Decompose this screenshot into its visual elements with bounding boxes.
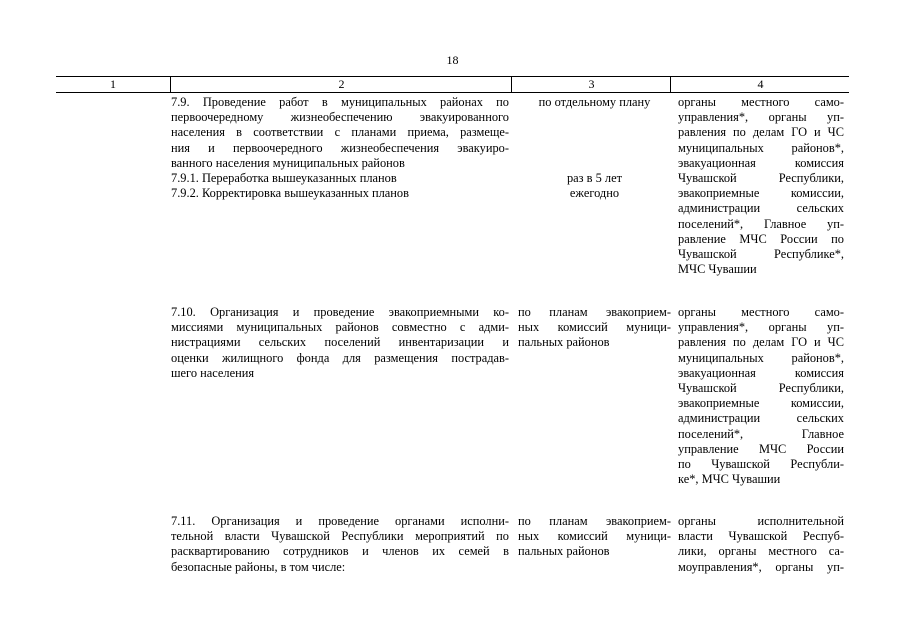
schedule-line: ных комиссий муници- bbox=[518, 529, 671, 544]
task-line: миссиями муниципальных районов совместно с адми- bbox=[171, 320, 509, 335]
task-line: 7.9.2. Корректировка вышеуказанных планов bbox=[171, 186, 409, 201]
task-line: расквартированию сотрудников и членов их семей в bbox=[171, 544, 509, 559]
schedule-line: пальных районов bbox=[518, 335, 610, 350]
schedule-line bbox=[518, 110, 671, 125]
responsible-line: эвакуационная комиссия bbox=[678, 155, 844, 170]
schedule-line: по планам эвакоприем- bbox=[518, 514, 671, 528]
task-description bbox=[171, 95, 509, 201]
task-line: населения в соответствии с планами приема, размеще- bbox=[171, 125, 509, 140]
task-line: 7.9. Проведение работ в муниципальных районах по bbox=[171, 95, 509, 109]
responsible-line: Чувашской Республики, bbox=[678, 380, 844, 395]
task-line: шего населения bbox=[171, 365, 255, 380]
task-line: нистрациями сельских поселений инвентаризации и bbox=[171, 335, 509, 350]
responsible-line: моуправления*, органы уп- bbox=[678, 559, 844, 574]
responsible-line: поселений*, Главное уп- bbox=[678, 216, 844, 231]
responsible-line: муниципальных районов*, bbox=[678, 140, 844, 155]
responsible-line: управления*, органы уп- bbox=[678, 320, 844, 335]
header-col-2: 2 bbox=[170, 77, 512, 92]
responsible-line: управления*, органы уп- bbox=[678, 110, 844, 125]
responsible-line: органы исполнительной bbox=[678, 514, 844, 528]
task-line: оценки жилищного фонда для размещения пострадав- bbox=[171, 350, 509, 365]
responsible-line: Чувашской Республике*, bbox=[678, 246, 844, 261]
responsible-line: управление МЧС России bbox=[678, 441, 844, 456]
schedule-line: по отдельному плану bbox=[538, 95, 651, 109]
responsible-line: лики, органы местного са- bbox=[678, 544, 844, 559]
task-description bbox=[171, 305, 509, 381]
header-col-4: 4 bbox=[670, 77, 850, 92]
responsible-line: власти Чувашской Респуб- bbox=[678, 529, 844, 544]
schedule-line: раз в 5 лет bbox=[566, 171, 623, 186]
task-line: первоочередному жизнеобеспечению эвакуированного bbox=[171, 110, 509, 125]
schedule-line: ных комиссий муници- bbox=[518, 320, 671, 335]
task-schedule bbox=[518, 95, 671, 201]
task-responsible bbox=[678, 95, 844, 277]
task-line: тельной власти Чувашской Республики мероприятий по bbox=[171, 529, 509, 544]
responsible-line: муниципальных районов*, bbox=[678, 350, 844, 365]
schedule-line bbox=[518, 141, 671, 156]
responsible-line: администрации сельских bbox=[678, 201, 844, 216]
task-schedule bbox=[518, 514, 671, 560]
responsible-line: эвакоприемные комиссии, bbox=[678, 396, 844, 411]
task-description bbox=[171, 514, 509, 575]
task-line: безопасные районы, в том числе: bbox=[171, 559, 346, 574]
schedule-line bbox=[518, 156, 671, 171]
responsible-line: по Чувашской Республи- bbox=[678, 456, 844, 471]
responsible-line: органы местного само- bbox=[678, 95, 844, 109]
responsible-line: равления по делам ГО и ЧС bbox=[678, 125, 844, 140]
responsible-line: Чувашской Республики, bbox=[678, 170, 844, 185]
responsible-line: эвакуационная комиссия bbox=[678, 365, 844, 380]
header-col-3: 3 bbox=[511, 77, 671, 92]
responsible-line: ке*, МЧС Чувашии bbox=[678, 472, 781, 487]
schedule-line: ежегодно bbox=[569, 186, 620, 201]
task-responsible bbox=[678, 305, 844, 487]
task-line: 7.9.1. Переработка вышеуказанных планов bbox=[171, 170, 397, 185]
task-line: 7.10. Организация и проведение эвакоприемными ко- bbox=[171, 305, 509, 319]
responsible-line: равления по делам ГО и ЧС bbox=[678, 335, 844, 350]
header-col-1: 1 bbox=[110, 77, 116, 91]
responsible-line: МЧС Чувашии bbox=[678, 262, 757, 277]
responsible-line: эвакоприемные комиссии, bbox=[678, 186, 844, 201]
responsible-line: органы местного само- bbox=[678, 305, 844, 319]
page-number: 18 bbox=[446, 53, 459, 67]
schedule-line: по планам эвакоприем- bbox=[518, 305, 671, 319]
responsible-line: администрации сельских bbox=[678, 411, 844, 426]
schedule-line: пальных районов bbox=[518, 544, 610, 559]
responsible-line: поселений*, Главное bbox=[678, 426, 844, 441]
task-responsible bbox=[678, 514, 844, 575]
task-line: ния и первоочередного жизнеобеспечения эвакуиро- bbox=[171, 140, 509, 155]
schedule-line bbox=[518, 125, 671, 140]
responsible-line: равление МЧС России по bbox=[678, 231, 844, 246]
task-line: 7.11. Организация и проведение органами исполни- bbox=[171, 514, 509, 528]
table-header-row bbox=[56, 76, 849, 93]
task-schedule bbox=[518, 305, 671, 351]
task-line: ванного населения муниципальных районов bbox=[171, 155, 405, 170]
